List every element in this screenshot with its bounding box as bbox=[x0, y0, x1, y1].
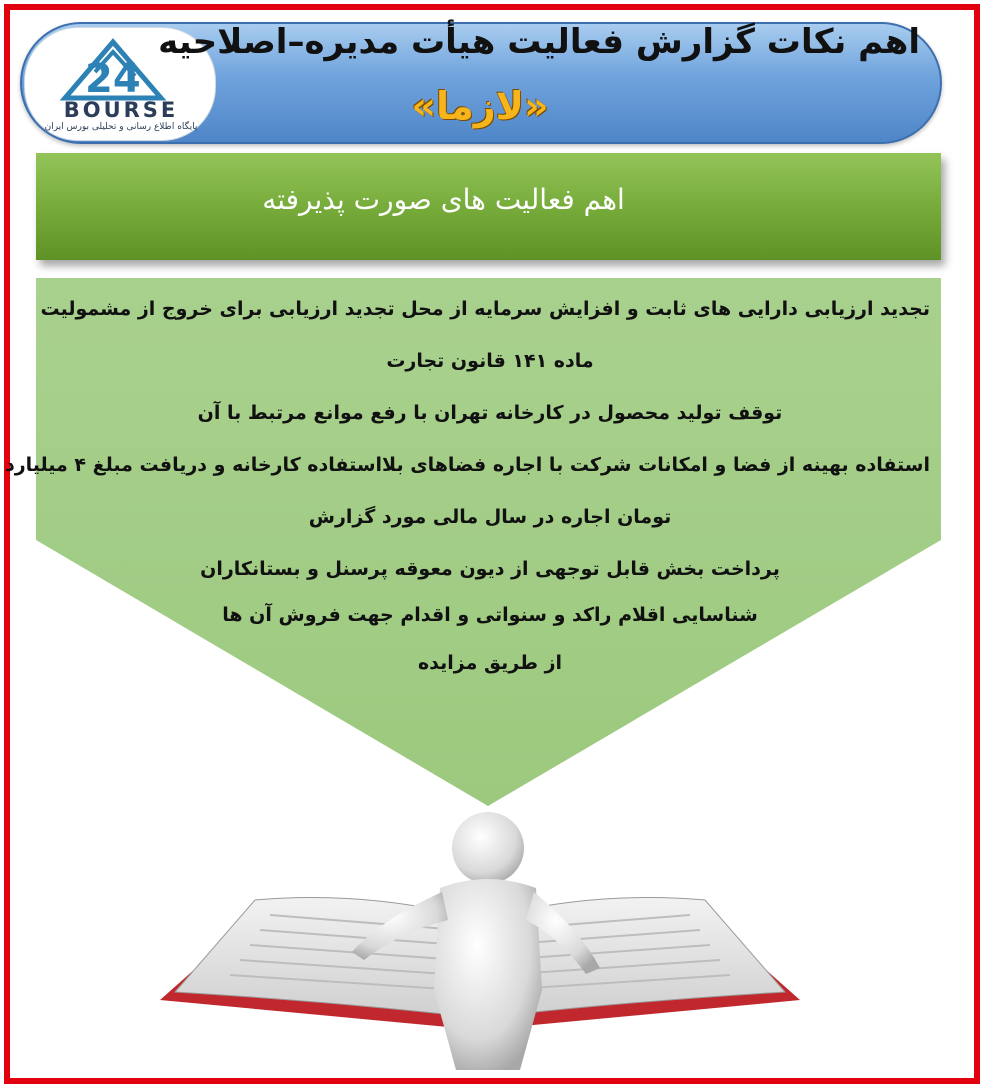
activity-line: توقف تولید محصول در کارخانه تهران با رفع موانع مرتبط با آن bbox=[197, 402, 783, 424]
person-head bbox=[452, 812, 524, 884]
activity-line: شناسایی اقلام راکد و سنواتی و اقدام جهت فروش آن ها bbox=[222, 604, 758, 626]
logo-subtitle: پایگاه اطلاع رسانی و تحلیلی بورس ایران bbox=[44, 122, 198, 132]
activity-line: پرداخت بخش قابل توجهی از دیون معوقه پرسنل و بستانکاران bbox=[200, 558, 780, 580]
logo-word: BOURSE bbox=[63, 98, 179, 122]
activity-line: از طریق مزایده bbox=[417, 652, 563, 674]
company-symbol: «لازما» bbox=[411, 84, 549, 128]
person-on-open-book-icon bbox=[80, 770, 880, 1070]
page-title: اهم نکات گزارش فعالیت هیأت مدیره–اصلاحیه bbox=[158, 22, 920, 62]
section-title: اهم فعالیت های صورت پذیرفته bbox=[262, 183, 625, 216]
section-banner bbox=[36, 153, 941, 260]
activity-line: استفاده بهینه از فضا و امکانات شرکت با اجاره فضاهای بلااستفاده کارخانه و دریافت مبلغ ۴ میلیارد bbox=[4, 454, 930, 476]
person-body bbox=[434, 879, 542, 1070]
logo-number: 24 bbox=[85, 56, 141, 102]
activity-line: ماده ۱۴۱ قانون تجارت bbox=[386, 350, 594, 372]
activity-line: تجدید ارزیابی دارایی های ثابت و افزایش سرمایه از محل تجدید ارزیابی برای خروج از مشمولیت bbox=[40, 298, 930, 320]
activity-line: تومان اجاره در سال مالی مورد گزارش bbox=[308, 506, 672, 528]
